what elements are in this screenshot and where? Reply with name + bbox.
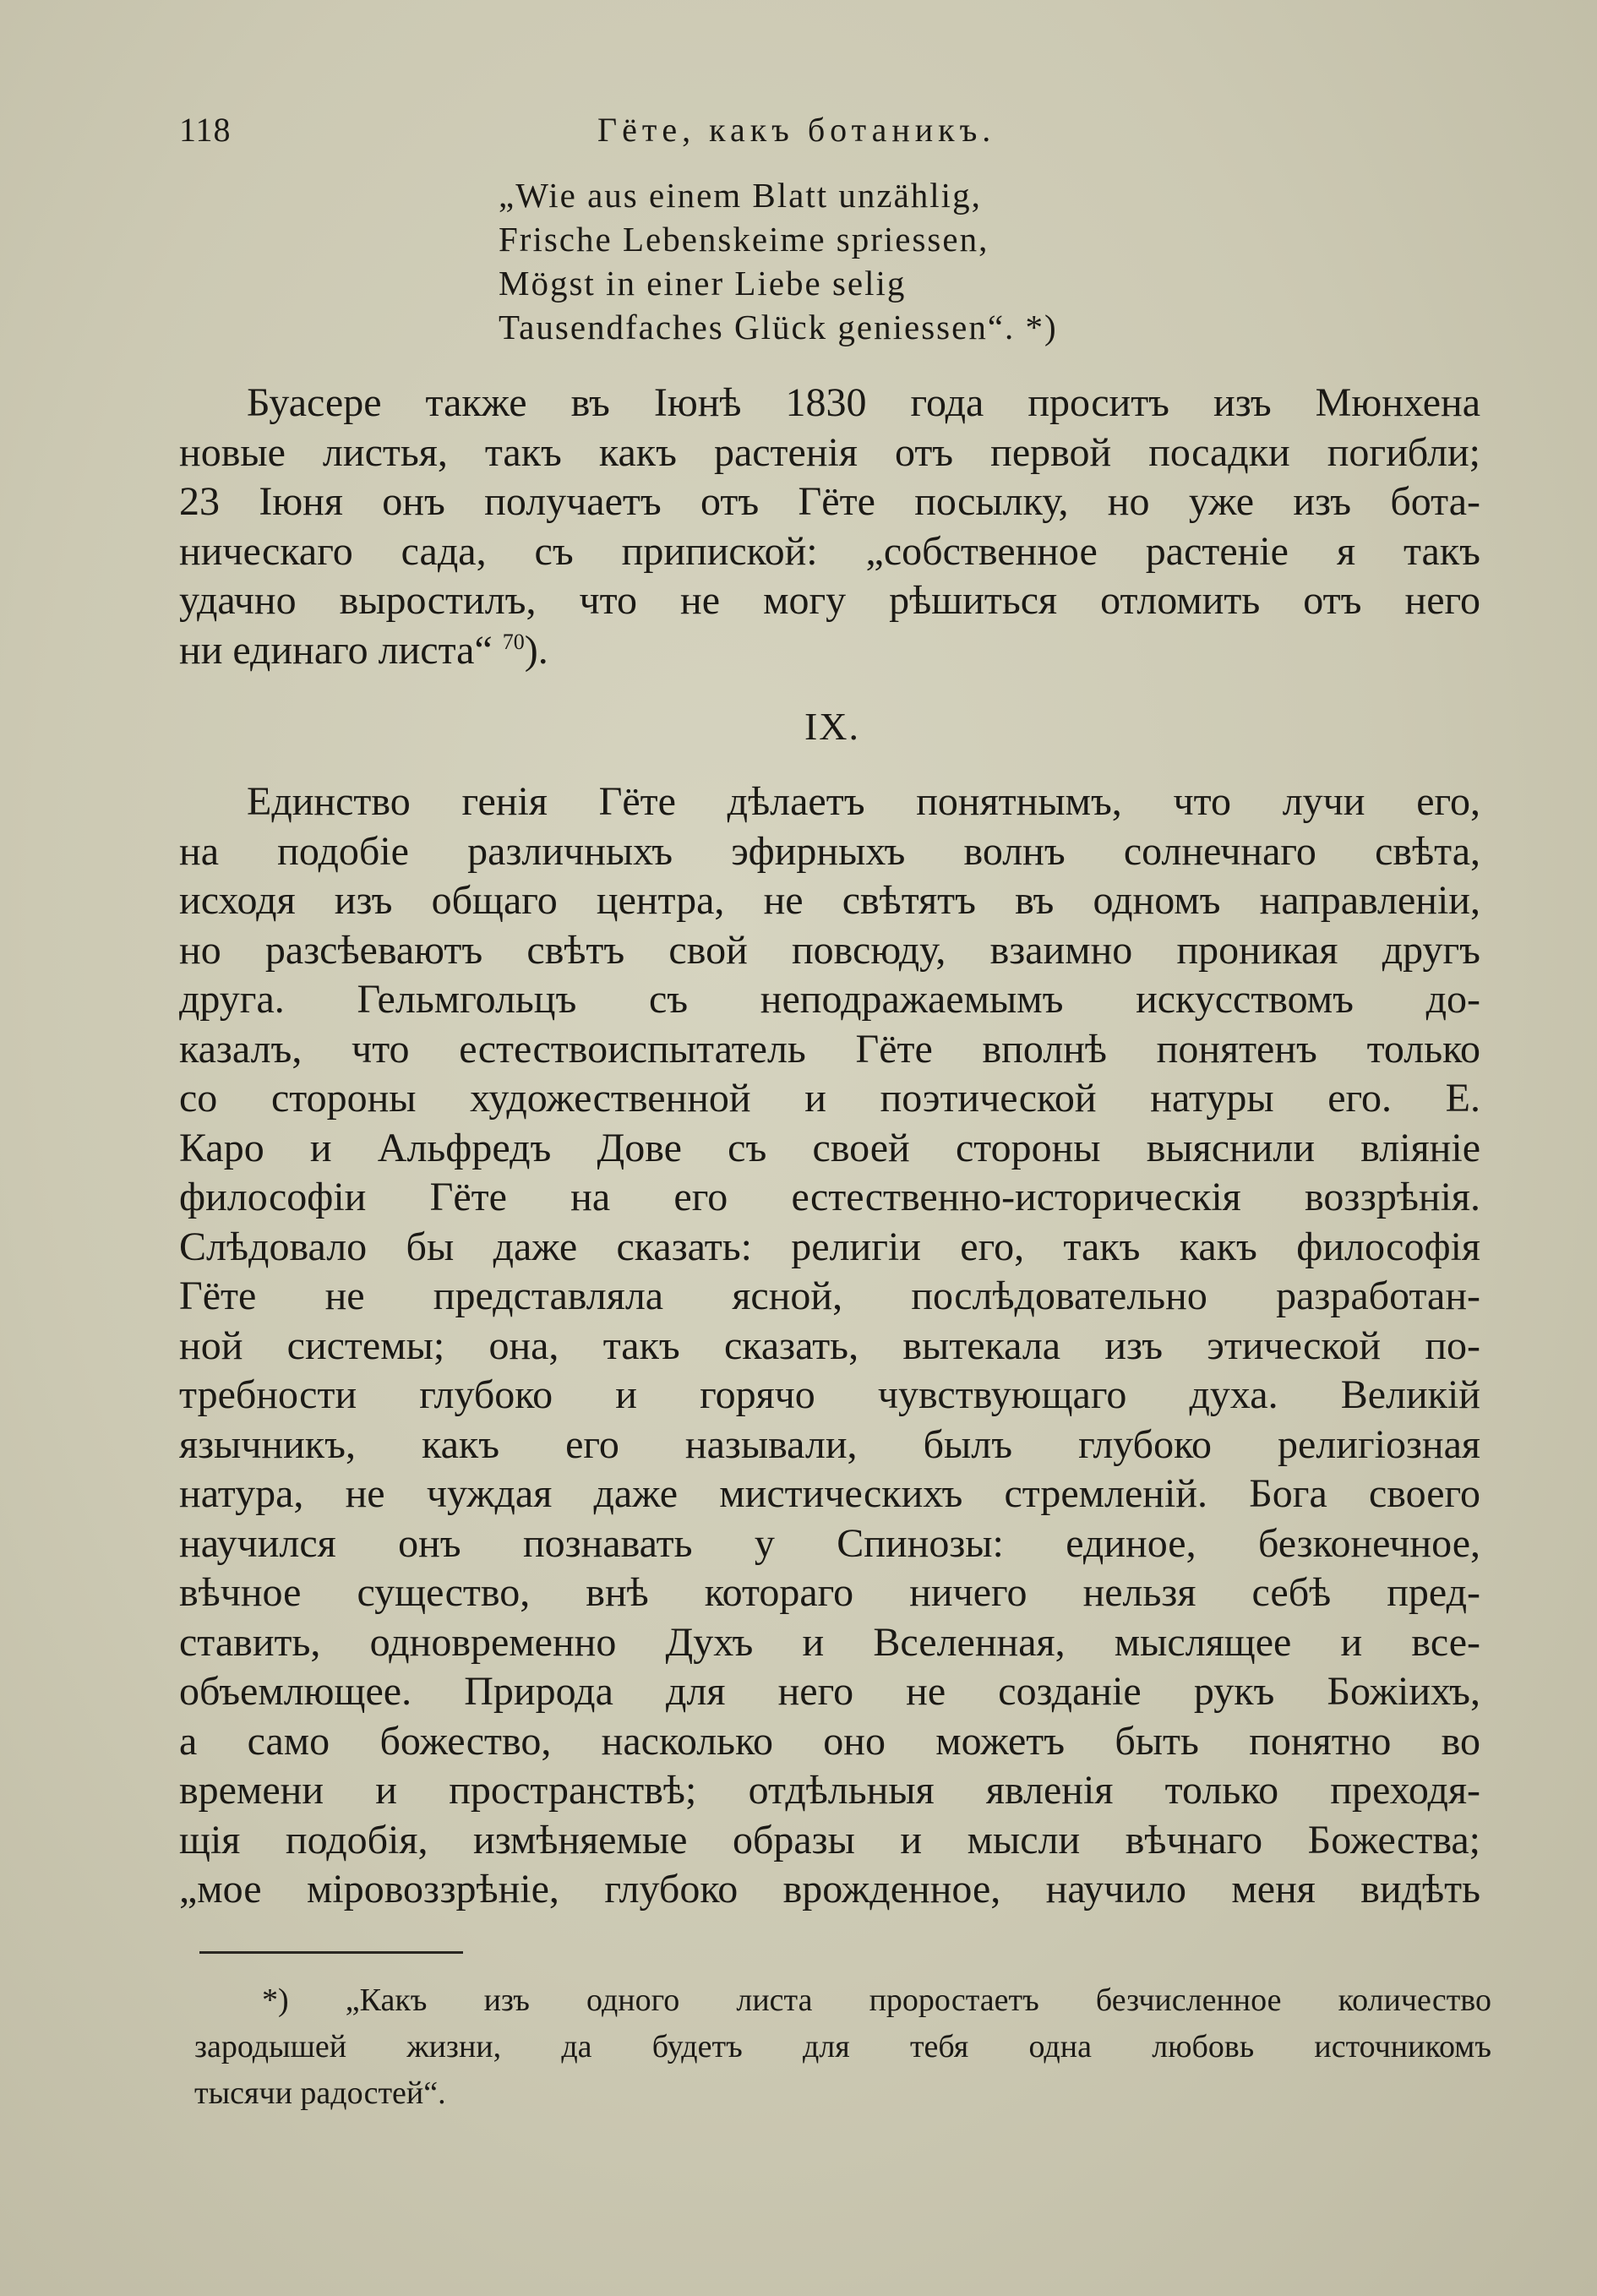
text-line: ставить, одновременно Духъ и Вселенная, мыслящее и все- <box>179 1619 1480 1665</box>
running-title: Гёте, какъ ботаникъ. <box>597 111 996 149</box>
text-line: объемлющее. Природа для него не созданiе рукъ Божiихъ, <box>179 1669 1480 1714</box>
footnote-line: зародышей жизни, да будетъ для тебя одна любовь источникомъ <box>194 2029 1491 2064</box>
text-line: Гёте не представляла ясной, послѣдовательно разработан- <box>179 1273 1480 1318</box>
verse-quote <box>499 173 1513 349</box>
text-line: ническаго сада, съ припиской: „собственное растенiе я такъ <box>179 528 1480 574</box>
page-header <box>179 110 1497 161</box>
verse-line: Mögst in einer Liebe selig <box>499 264 907 303</box>
text-line: со стороны художественной и поэтической натуры его. Е. <box>179 1076 1480 1121</box>
verse-line: Tausendfaches Glück geniessen“. *) <box>499 308 1058 346</box>
text-line: новые листья, такъ какъ растенiя отъ первой посадки погибли; <box>179 429 1480 475</box>
footnote-line: тысячи радостей“. <box>194 2075 446 2111</box>
text-line: казалъ, что естествоиспытатель Гёте вполнѣ понятенъ только <box>179 1026 1480 1072</box>
text-line: научился онъ познавать у Спинозы: единое, безконечное, <box>179 1520 1480 1566</box>
text-line: но разсѣеваютъ свѣтъ свой повсюду, взаимно проникая другъ <box>179 927 1480 973</box>
text-line-content: ни единаго листа“ <box>179 627 493 673</box>
text-line: времени и пространствѣ; отдѣльныя явленiя только преходя- <box>179 1768 1480 1813</box>
footnote-line: *) „Какъ изъ одного листа проростаетъ безчисленное количество <box>262 1982 1491 2018</box>
text-line: язычникъ, какъ его называли, былъ глубоко религiозная <box>179 1421 1480 1467</box>
text-line: Каро и Альфредъ Дове съ своей стороны выяснили влiянiе <box>179 1125 1480 1170</box>
text-line: Буасере также въ Iюнѣ 1830 года проситъ изъ Мюнхена <box>247 380 1480 425</box>
text-line: Слѣдовало бы даже сказать: религiи его, такъ какъ философiя <box>179 1224 1480 1269</box>
text-line: натура, не чуждая даже мистическихъ стремленiй. Бога своего <box>179 1471 1480 1516</box>
paragraph-boisseree <box>179 379 1480 675</box>
text-line: философiи Гёте на его естественно-историческiя воззрѣнiя. <box>179 1175 1480 1219</box>
text-line: 23 Iюня онъ получаетъ отъ Гёте посылку, но уже изъ бота- <box>179 479 1480 524</box>
paragraph-unity-of-genius <box>179 777 1480 1915</box>
section-number: IX. <box>804 705 861 748</box>
text-line: исходя изъ общаго центра, не свѣтятъ въ одномъ направленiи, <box>179 878 1480 923</box>
text-line: удачно выростилъ, что не могу рѣшиться отломить отъ него <box>179 578 1480 623</box>
text-line-last <box>179 626 1480 676</box>
text-line: требности глубоко и горячо чувствующаго духа. Великiй <box>179 1372 1480 1417</box>
footnote-divider <box>199 1951 463 1954</box>
text-line-tail: ). <box>524 627 548 673</box>
text-line: „мое мiровоззрѣнiе, глубоко врожденное, научило меня видѣть <box>179 1867 1480 1912</box>
footnote-reference: 70 <box>502 629 525 654</box>
page-number: 118 <box>179 111 232 149</box>
text-line: а само божество, насколько оно можетъ быть понятно во <box>179 1718 1480 1764</box>
text-line: на подобiе различныхъ эфирныхъ волнъ солнечнаго свѣта, <box>179 828 1480 874</box>
text-line: щiя подобiя, измѣняемые образы и мысли вѣчнаго Божества; <box>179 1817 1480 1862</box>
verse-line: Frische Lebenskeime spriessen, <box>499 220 989 259</box>
text-line: ной системы; она, такъ сказать, вытекала изъ этической по- <box>179 1323 1480 1368</box>
verse-line: „Wie aus einem Blatt unzählig, <box>499 176 982 215</box>
text-line: Единство генiя Гёте дѣлаетъ понятнымъ, что лучи его, <box>247 779 1480 824</box>
text-line: друга. Гельмгольцъ съ неподражаемымъ искусствомъ до- <box>179 977 1480 1022</box>
footnote <box>194 1977 1491 2117</box>
text-line: вѣчное существо, внѣ котораго ничего нельзя себѣ пред- <box>179 1570 1480 1615</box>
